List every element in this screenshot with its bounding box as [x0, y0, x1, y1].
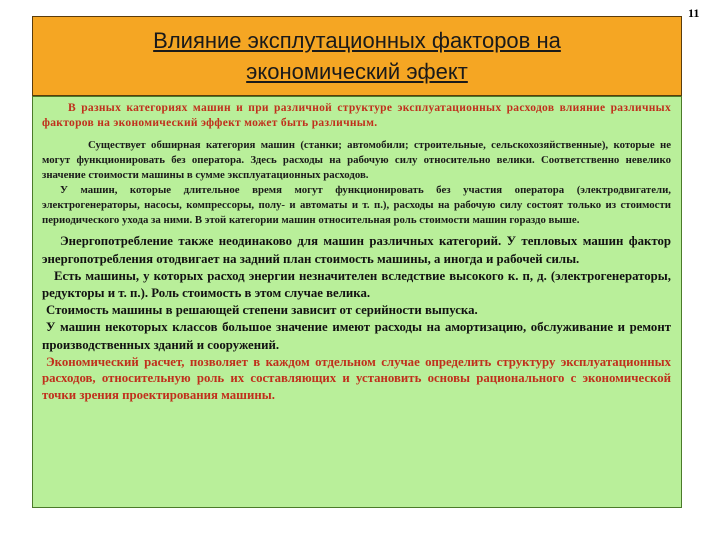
slide-number: 11 — [688, 6, 700, 20]
efficiency-paragraph: Есть машины, у которых расход энергии незначителен вследствие высокого к. п, д. (электрогенераторы, редукторы и т. п.). Роль стоимость в этом случае велика. — [42, 268, 671, 301]
title-line-1: Влияние эксплутационных факторов на — [153, 28, 561, 53]
content-box — [32, 96, 682, 508]
intro-paragraph: В разных категориях машин и при различной структуре эксплуатационных расходов влияние различных факторов на экономический эффект может быть различным. — [42, 102, 671, 129]
autonomous-machines-paragraph: У машин, которые длительное время могут функционировать без участия оператора (электродвигатели, электрогенераторы, насосы, компрессоры, полу- и автоматы и т. п.), расходы на рабочую силу состоят только из стоимости периодического ухода за ними. В этой категории машин относительная роль стоимости машин гораздо выше. — [42, 184, 671, 227]
title-line-2: экономический эфект — [246, 59, 468, 84]
title-box — [32, 16, 682, 96]
energy-paragraph: Энергопотребление также неодинаково для машин различных категорий. У тепловых машин фактор энергопотребления отодвигает на задний план стоимость машины, а иногда и рабочей силы. — [42, 234, 671, 266]
serial-production-paragraph: Стоимость машины в решающей степени зависит от серийности выпуска. — [46, 303, 478, 318]
conclusion-paragraph: Экономический расчет, позволяет в каждом отдельном случае определить структуру эксплуатационных расходов, относительную роль их составляющих и установить основы рационального с экономической точки зрения проектирования машины. — [42, 354, 671, 402]
amortization-paragraph: У машин некоторых классов большое значение имеют расходы на амортизацию, обслуживание и ремонт производственных зданий и сооружений. — [42, 320, 671, 352]
operator-machines-paragraph: Существует обширная категория машин (станки; автомобили; строительные, сельскохозяйственные), которые не могут функционировать без оператора. Здесь расходы на рабочую силу относительно велики. Соответственно невелико значение стоимости машины в сумме эксплуатационных расходов. — [42, 139, 671, 182]
